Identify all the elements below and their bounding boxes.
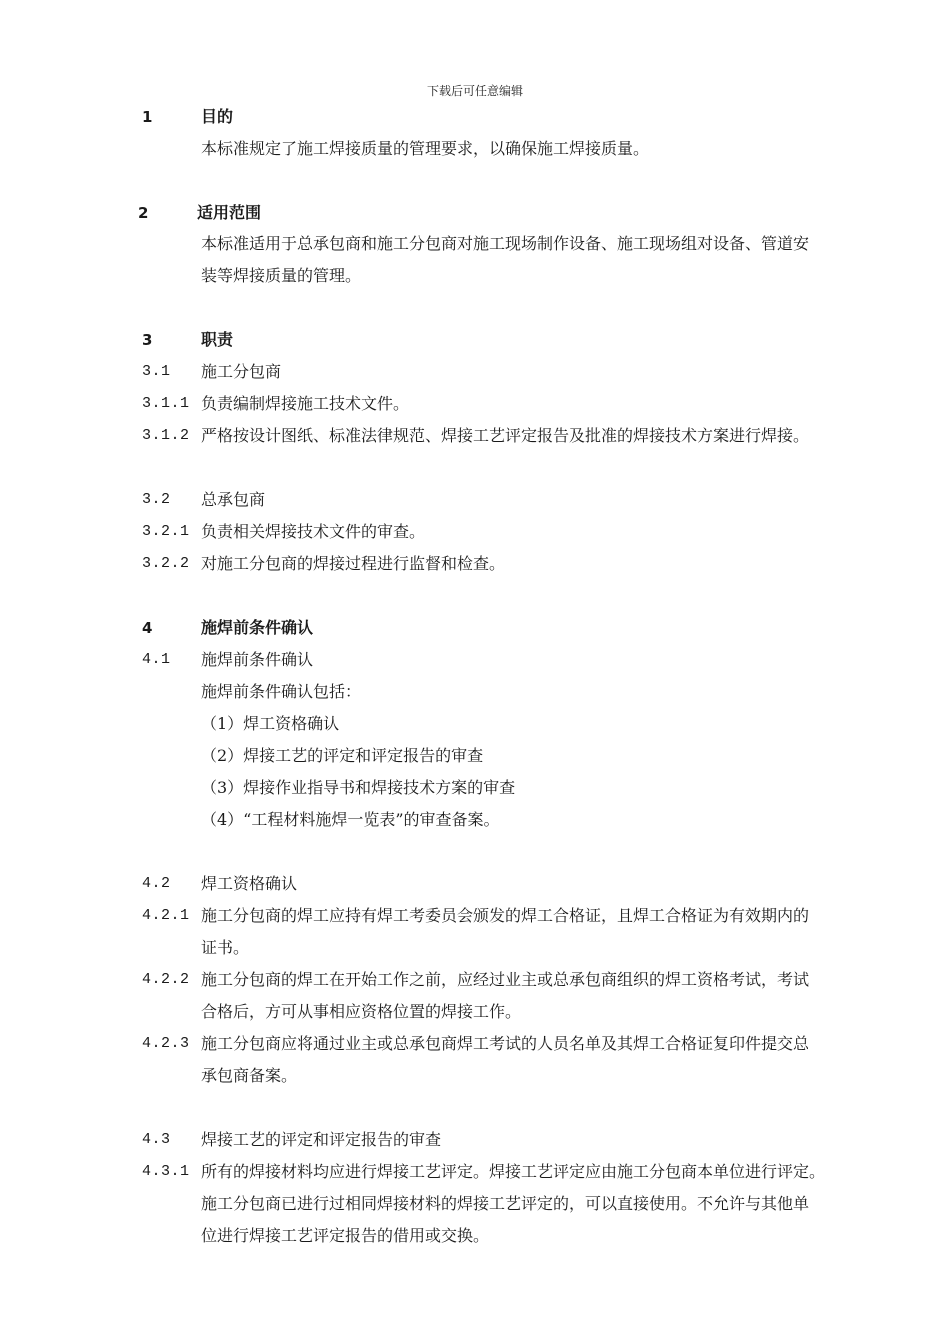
section-heading [0, 328, 950, 352]
clause-number: 4.2.2 [142, 971, 190, 988]
paragraph-text: 位进行焊接工艺评定报告的借用或交换。 [201, 1226, 490, 1245]
clause-line [0, 904, 950, 928]
paragraph-line [0, 936, 950, 960]
list-item-text: （1）焊工资格确认 [201, 714, 340, 733]
clause-line [0, 392, 950, 416]
clause-number: 3.1.2 [142, 427, 190, 444]
section-heading [0, 201, 950, 225]
list-item [0, 776, 950, 800]
paragraph-line [0, 1000, 950, 1024]
paragraph-line [0, 137, 950, 161]
list-item-text: （2）焊接工艺的评定和评定报告的审查 [201, 746, 484, 765]
paragraph-text: 本标准规定了施工焊接质量的管理要求，以确保施工焊接质量。 [201, 139, 650, 158]
list-item [0, 808, 950, 832]
paragraph-line [0, 232, 950, 256]
clause-text: 焊接工艺的评定和评定报告的审查 [201, 1130, 442, 1149]
page-header: 下载后可任意编辑 [426, 84, 523, 98]
clause-text: 施工分包商应将通过业主或总承包商焊工考试的人员名单及其焊工合格证复印件提交总 [201, 1034, 810, 1053]
paragraph-text: 承包商备案。 [201, 1066, 298, 1085]
subsection-line [0, 360, 950, 384]
clause-number: 3.2.1 [142, 523, 190, 540]
paragraph-text: 施焊前条件确认包括： [201, 682, 362, 701]
clause-number: 4.2 [142, 875, 171, 892]
section-title: 目的 [201, 107, 234, 126]
subsection-line [0, 488, 950, 512]
clause-text: 负责相关焊接技术文件的审查。 [201, 522, 426, 541]
clause-line [0, 424, 950, 448]
subsection-line [0, 648, 950, 672]
clause-number: 3.2.2 [142, 555, 190, 572]
paragraph-line [0, 1064, 950, 1088]
clause-line [0, 1032, 950, 1056]
section-number: 3 [142, 331, 153, 349]
clause-number: 4.2.3 [142, 1035, 190, 1052]
clause-line [0, 520, 950, 544]
section-title: 职责 [201, 330, 234, 349]
clause-number: 3.1 [142, 363, 171, 380]
clause-line [0, 968, 950, 992]
clause-number: 4.1 [142, 651, 171, 668]
section-title: 施焊前条件确认 [201, 618, 314, 637]
paragraph-line [0, 264, 950, 288]
section-number: 1 [142, 108, 153, 126]
paragraph-line [0, 680, 950, 704]
section-heading [0, 105, 950, 129]
clause-text: 总承包商 [201, 490, 266, 509]
paragraph-text: 本标准适用于总承包商和施工分包商对施工现场制作设备、施工现场组对设备、管道安 [201, 234, 810, 253]
clause-text: 焊工资格确认 [201, 874, 298, 893]
clause-text: 严格按设计图纸、标准法律规范、焊接工艺评定报告及批准的焊接技术方案进行焊接。 [201, 426, 810, 445]
paragraph-text: 合格后，方可从事相应资格位置的焊接工作。 [201, 1002, 522, 1021]
list-item [0, 712, 950, 736]
list-item-text: （3）焊接作业指导书和焊接技术方案的审查 [201, 778, 516, 797]
clause-number: 3.2 [142, 491, 171, 508]
list-item [0, 744, 950, 768]
paragraph-text: 施工分包商已进行过相同焊接材料的焊接工艺评定的，可以直接使用。不允许与其他单 [201, 1194, 810, 1213]
clause-text: 施工分包商 [201, 362, 282, 381]
paragraph-text: 装等焊接质量的管理。 [201, 266, 362, 285]
section-number: 4 [142, 619, 153, 637]
clause-text: 所有的焊接材料均应进行焊接工艺评定。焊接工艺评定应由施工分包商本单位进行评定。 [201, 1162, 826, 1181]
list-item-text: （4）“工程材料施焊一览表”的审查备案。 [201, 810, 500, 829]
section-number: 2 [138, 204, 149, 222]
clause-line [0, 1160, 950, 1184]
clause-line [0, 552, 950, 576]
clause-text: 施工分包商的焊工应持有焊工考委员会颁发的焊工合格证，且焊工合格证为有效期内的 [201, 906, 810, 925]
paragraph-line [0, 1224, 950, 1248]
clause-number: 3.1.1 [142, 395, 190, 412]
section-heading [0, 616, 950, 640]
subsection-line [0, 1128, 950, 1152]
paragraph-line [0, 1192, 950, 1216]
subsection-line [0, 872, 950, 896]
clause-text: 施焊前条件确认 [201, 650, 314, 669]
clause-text: 对施工分包商的焊接过程进行监督和检查。 [201, 554, 506, 573]
clause-number: 4.2.1 [142, 907, 190, 924]
paragraph-text: 证书。 [201, 938, 250, 957]
clause-text: 施工分包商的焊工在开始工作之前，应经过业主或总承包商组织的焊工资格考试，考试 [201, 970, 810, 989]
clause-text: 负责编制焊接施工技术文件。 [201, 394, 410, 413]
clause-number: 4.3 [142, 1131, 171, 1148]
clause-number: 4.3.1 [142, 1163, 190, 1180]
section-title: 适用范围 [197, 203, 262, 222]
